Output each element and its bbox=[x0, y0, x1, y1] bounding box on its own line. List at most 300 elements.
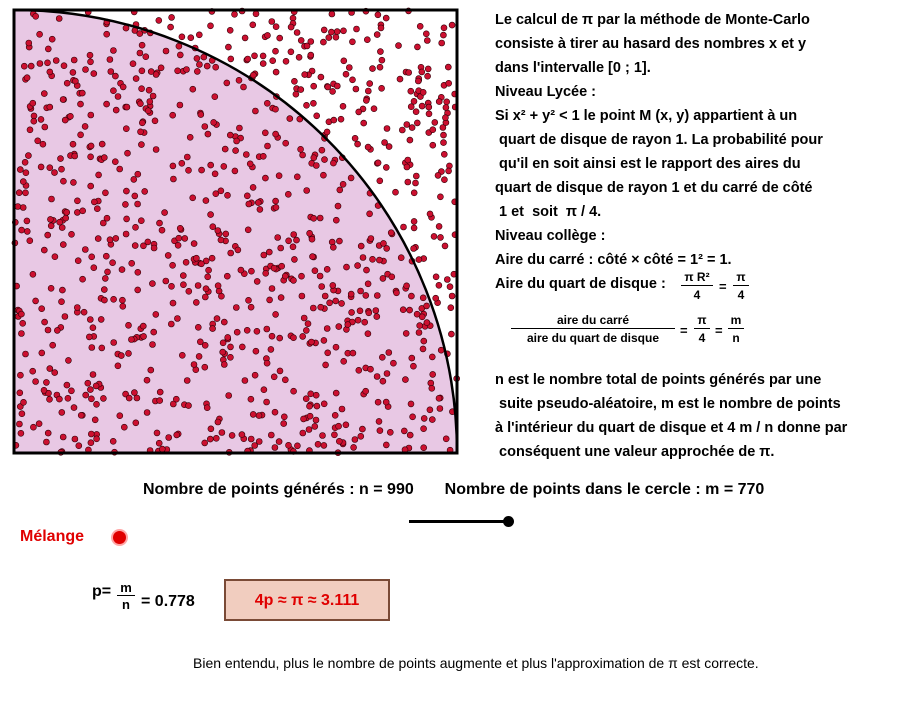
random-point bbox=[111, 340, 117, 346]
random-point bbox=[37, 31, 43, 37]
random-point bbox=[143, 54, 149, 60]
random-point bbox=[252, 53, 258, 59]
random-point bbox=[27, 238, 33, 244]
random-point bbox=[24, 228, 30, 234]
random-point bbox=[380, 275, 386, 281]
random-point bbox=[182, 235, 188, 241]
random-point bbox=[100, 395, 106, 401]
random-point bbox=[210, 224, 216, 230]
random-point bbox=[94, 206, 100, 212]
random-point bbox=[220, 349, 226, 355]
random-point bbox=[416, 257, 422, 263]
random-point bbox=[427, 407, 433, 413]
random-point bbox=[250, 411, 256, 417]
random-point bbox=[252, 108, 258, 114]
probability-value: = 0.778 bbox=[141, 593, 195, 610]
random-point bbox=[101, 155, 107, 161]
random-point bbox=[107, 57, 113, 63]
random-point bbox=[321, 27, 327, 33]
random-point bbox=[437, 406, 443, 412]
random-point bbox=[432, 119, 438, 125]
random-point bbox=[21, 399, 27, 405]
random-point bbox=[446, 168, 452, 174]
random-point bbox=[229, 432, 235, 438]
random-point bbox=[186, 403, 192, 409]
random-point bbox=[440, 32, 446, 38]
random-point bbox=[15, 204, 21, 210]
random-point bbox=[223, 231, 229, 237]
random-point bbox=[170, 112, 176, 118]
random-point bbox=[179, 352, 185, 358]
random-point bbox=[65, 357, 71, 363]
random-point bbox=[243, 152, 249, 158]
random-point bbox=[326, 35, 332, 41]
random-point bbox=[211, 119, 217, 125]
random-point bbox=[268, 346, 274, 352]
random-point bbox=[78, 412, 84, 418]
random-point bbox=[273, 204, 279, 210]
random-point bbox=[307, 230, 313, 236]
random-point bbox=[411, 190, 417, 196]
random-point bbox=[340, 181, 346, 187]
point-counts bbox=[143, 481, 764, 499]
random-point bbox=[420, 295, 426, 301]
pi-over-four-fraction bbox=[694, 313, 710, 345]
random-point bbox=[43, 439, 49, 445]
random-point bbox=[449, 22, 455, 28]
random-point bbox=[273, 69, 279, 75]
random-point bbox=[397, 76, 403, 82]
random-point bbox=[90, 372, 96, 378]
random-point bbox=[137, 50, 143, 56]
random-point bbox=[69, 231, 75, 237]
random-point bbox=[195, 283, 201, 289]
random-point bbox=[313, 392, 319, 398]
random-point bbox=[386, 144, 392, 150]
random-point bbox=[427, 211, 433, 217]
random-point bbox=[177, 102, 183, 108]
random-point bbox=[405, 157, 411, 163]
random-point bbox=[318, 304, 324, 310]
random-point bbox=[430, 371, 436, 377]
random-point bbox=[83, 392, 89, 398]
random-point bbox=[319, 147, 325, 153]
random-point bbox=[110, 438, 116, 444]
random-point bbox=[320, 172, 326, 178]
random-point bbox=[441, 151, 447, 157]
random-point bbox=[18, 331, 24, 337]
random-point bbox=[19, 411, 25, 417]
random-point bbox=[252, 443, 258, 449]
random-point bbox=[133, 76, 139, 82]
random-point bbox=[64, 80, 70, 86]
random-point bbox=[368, 236, 374, 242]
random-point bbox=[442, 243, 448, 249]
random-point bbox=[261, 252, 267, 258]
random-point bbox=[339, 406, 345, 412]
random-point bbox=[285, 191, 291, 197]
random-point bbox=[320, 433, 326, 439]
random-point bbox=[307, 403, 313, 409]
random-point bbox=[234, 329, 240, 335]
random-point bbox=[388, 230, 394, 236]
random-point bbox=[49, 36, 55, 42]
random-point bbox=[170, 262, 176, 268]
random-point bbox=[304, 188, 310, 194]
random-point bbox=[138, 142, 144, 148]
random-point bbox=[271, 374, 277, 380]
random-point bbox=[436, 99, 442, 105]
equals-sign: = bbox=[719, 279, 727, 294]
random-point bbox=[57, 219, 63, 225]
random-point bbox=[375, 160, 381, 166]
random-point bbox=[228, 250, 234, 256]
random-point bbox=[265, 143, 271, 149]
random-point bbox=[273, 106, 279, 112]
random-point bbox=[232, 168, 238, 174]
random-point bbox=[24, 218, 30, 224]
random-point bbox=[214, 316, 220, 322]
random-point bbox=[202, 342, 208, 348]
random-point bbox=[135, 287, 141, 293]
random-point bbox=[377, 428, 383, 434]
fraction-denominator: 4 bbox=[737, 288, 745, 302]
random-point bbox=[94, 436, 100, 442]
random-point bbox=[220, 340, 226, 346]
random-point bbox=[421, 338, 427, 344]
random-point bbox=[156, 17, 162, 23]
random-point bbox=[194, 68, 200, 74]
random-point bbox=[330, 88, 336, 94]
random-point bbox=[386, 350, 392, 356]
random-point bbox=[60, 97, 66, 103]
random-point bbox=[321, 337, 327, 343]
random-point bbox=[234, 138, 240, 144]
random-point bbox=[245, 227, 251, 233]
random-point bbox=[139, 86, 145, 92]
random-point bbox=[157, 389, 163, 395]
random-point bbox=[126, 350, 132, 356]
random-point bbox=[45, 232, 51, 238]
random-point bbox=[291, 277, 297, 283]
random-point bbox=[93, 383, 99, 389]
random-point bbox=[394, 290, 400, 296]
random-point bbox=[146, 87, 152, 93]
random-point bbox=[358, 433, 364, 439]
explanation-line-2: consiste à tirer au hasard des nombres x et y bbox=[495, 36, 807, 52]
random-point bbox=[272, 409, 278, 415]
random-point bbox=[299, 273, 305, 279]
random-point bbox=[133, 420, 139, 426]
random-point bbox=[433, 274, 439, 280]
random-point bbox=[311, 155, 317, 161]
random-point bbox=[362, 319, 368, 325]
random-point bbox=[95, 236, 101, 242]
random-point bbox=[446, 80, 452, 86]
random-point bbox=[244, 193, 250, 199]
random-point bbox=[70, 141, 76, 147]
random-point bbox=[142, 188, 148, 194]
random-point bbox=[420, 89, 426, 95]
random-point bbox=[325, 84, 331, 90]
random-point bbox=[82, 123, 88, 129]
explanation-line-9: 1 et soit π / 4. bbox=[495, 204, 602, 220]
random-point bbox=[227, 27, 233, 33]
shuffle-button[interactable] bbox=[113, 531, 126, 544]
random-point bbox=[92, 417, 98, 423]
random-point bbox=[383, 15, 389, 21]
random-point bbox=[405, 179, 411, 185]
random-point bbox=[424, 38, 430, 44]
random-point bbox=[20, 320, 26, 326]
random-point bbox=[159, 227, 165, 233]
explanation-line-7: qu'il en soit ainsi est le rapport des aires du bbox=[495, 156, 801, 172]
random-point bbox=[291, 388, 297, 394]
random-point bbox=[301, 416, 307, 422]
random-point bbox=[33, 379, 39, 385]
random-point bbox=[184, 154, 190, 160]
random-point bbox=[312, 423, 318, 429]
random-point bbox=[89, 345, 95, 351]
random-point bbox=[337, 187, 343, 193]
random-point bbox=[348, 291, 354, 297]
random-point bbox=[350, 350, 356, 356]
equals-sign: = bbox=[715, 323, 723, 338]
random-point bbox=[48, 285, 54, 291]
random-point bbox=[253, 348, 259, 354]
random-point bbox=[265, 32, 271, 38]
random-point bbox=[419, 314, 425, 320]
random-point bbox=[105, 269, 111, 275]
random-point bbox=[435, 172, 441, 178]
random-point bbox=[286, 442, 292, 448]
random-point bbox=[236, 125, 242, 131]
random-point bbox=[205, 274, 211, 280]
total-points-label: Nombre de points générés : n = 990 bbox=[143, 481, 414, 498]
random-point bbox=[308, 391, 314, 397]
random-point bbox=[441, 140, 447, 146]
random-point bbox=[408, 401, 414, 407]
random-point bbox=[341, 358, 347, 364]
random-point bbox=[47, 165, 53, 171]
random-point bbox=[379, 354, 385, 360]
random-point bbox=[78, 132, 84, 138]
random-point bbox=[408, 293, 414, 299]
random-point bbox=[426, 111, 432, 117]
random-point bbox=[202, 440, 208, 446]
random-point bbox=[269, 333, 275, 339]
random-point bbox=[56, 396, 62, 402]
pi-over-four-fraction bbox=[733, 270, 749, 302]
random-point bbox=[170, 163, 176, 169]
random-point bbox=[139, 120, 145, 126]
random-point bbox=[152, 118, 158, 124]
random-point bbox=[74, 209, 80, 215]
random-point bbox=[72, 78, 78, 84]
random-point bbox=[202, 364, 208, 370]
random-point bbox=[375, 399, 381, 405]
random-point bbox=[344, 264, 350, 270]
random-point bbox=[41, 247, 47, 253]
random-point bbox=[28, 63, 34, 69]
random-point bbox=[425, 66, 431, 72]
random-point bbox=[52, 254, 58, 260]
random-point bbox=[273, 198, 279, 204]
random-point bbox=[333, 217, 339, 223]
random-point bbox=[402, 377, 408, 383]
random-point bbox=[404, 283, 410, 289]
random-point bbox=[23, 170, 29, 176]
random-point bbox=[288, 24, 294, 30]
random-point bbox=[267, 297, 273, 303]
random-point bbox=[98, 316, 104, 322]
random-point bbox=[60, 434, 66, 440]
random-point bbox=[356, 367, 362, 373]
random-point bbox=[47, 104, 53, 110]
random-point bbox=[363, 97, 369, 103]
random-point bbox=[276, 173, 282, 179]
random-point bbox=[124, 216, 130, 222]
random-point bbox=[336, 324, 342, 330]
random-point bbox=[414, 120, 420, 126]
fraction-denominator: n bbox=[122, 597, 130, 612]
random-point bbox=[19, 227, 25, 233]
random-point bbox=[242, 378, 248, 384]
random-point bbox=[242, 35, 248, 41]
probability-fraction bbox=[117, 580, 135, 613]
random-point bbox=[71, 57, 77, 63]
random-point bbox=[134, 395, 140, 401]
random-point bbox=[17, 167, 23, 173]
explanation-line-10: Niveau collège : bbox=[495, 228, 606, 244]
random-point bbox=[153, 311, 159, 317]
random-point bbox=[176, 43, 182, 49]
random-point bbox=[423, 31, 429, 37]
random-point bbox=[331, 117, 337, 123]
random-point bbox=[225, 44, 231, 50]
random-point bbox=[334, 29, 340, 35]
fraction-denominator: 4 bbox=[698, 331, 706, 345]
random-point bbox=[74, 198, 80, 204]
random-point bbox=[304, 43, 310, 49]
random-point bbox=[208, 162, 214, 168]
random-point bbox=[291, 78, 297, 84]
random-point bbox=[448, 305, 454, 311]
random-point bbox=[317, 273, 323, 279]
random-point bbox=[218, 293, 224, 299]
random-point bbox=[365, 144, 371, 150]
random-point bbox=[246, 201, 252, 207]
random-point bbox=[328, 29, 334, 35]
random-point bbox=[39, 350, 45, 356]
random-point bbox=[207, 436, 213, 442]
random-point bbox=[208, 426, 214, 432]
random-point bbox=[254, 328, 260, 334]
random-point bbox=[380, 378, 386, 384]
random-point bbox=[24, 75, 30, 81]
random-point bbox=[233, 305, 239, 311]
random-point bbox=[313, 417, 319, 423]
random-point bbox=[341, 58, 347, 64]
random-point bbox=[403, 330, 409, 336]
random-point bbox=[94, 401, 100, 407]
random-point bbox=[154, 430, 160, 436]
random-point bbox=[47, 366, 53, 372]
random-point bbox=[96, 172, 102, 178]
random-point bbox=[348, 175, 354, 181]
random-point bbox=[59, 166, 65, 172]
random-point bbox=[260, 61, 266, 67]
random-point bbox=[430, 142, 436, 148]
random-point bbox=[215, 228, 221, 234]
random-point bbox=[202, 124, 208, 130]
random-point bbox=[352, 437, 358, 443]
random-point bbox=[104, 101, 110, 107]
random-point bbox=[191, 241, 197, 247]
random-point bbox=[110, 48, 116, 54]
random-point bbox=[413, 173, 419, 179]
random-point bbox=[426, 104, 432, 110]
random-point bbox=[250, 22, 256, 28]
random-point bbox=[262, 175, 268, 181]
points-slider-track[interactable] bbox=[409, 520, 510, 523]
random-point bbox=[71, 405, 77, 411]
random-point bbox=[363, 388, 369, 394]
random-point bbox=[324, 266, 330, 272]
random-point bbox=[196, 353, 202, 359]
random-point bbox=[115, 363, 121, 369]
random-point bbox=[195, 324, 201, 330]
random-point bbox=[301, 315, 307, 321]
random-point bbox=[108, 69, 114, 75]
random-point bbox=[123, 126, 129, 132]
random-point bbox=[364, 267, 370, 273]
random-point bbox=[410, 414, 416, 420]
random-point bbox=[343, 71, 349, 77]
random-point bbox=[131, 390, 137, 396]
random-point bbox=[145, 108, 151, 114]
random-point bbox=[59, 299, 65, 305]
random-point bbox=[138, 218, 144, 224]
random-point bbox=[252, 372, 258, 378]
random-point bbox=[359, 426, 365, 432]
fraction-numerator: π bbox=[733, 270, 749, 286]
random-point bbox=[72, 153, 78, 159]
shuffle-label: Mélange bbox=[20, 528, 85, 545]
random-point bbox=[244, 327, 250, 333]
random-point bbox=[424, 303, 430, 309]
random-point bbox=[447, 284, 453, 290]
random-point bbox=[48, 223, 54, 229]
random-point bbox=[133, 224, 139, 230]
random-point bbox=[383, 164, 389, 170]
random-point bbox=[411, 218, 417, 224]
random-point bbox=[169, 14, 175, 20]
random-point bbox=[339, 300, 345, 306]
random-point bbox=[323, 362, 329, 368]
random-point bbox=[400, 307, 406, 313]
random-point bbox=[281, 421, 287, 427]
random-point bbox=[398, 255, 404, 261]
random-point bbox=[83, 67, 89, 73]
random-point bbox=[99, 345, 105, 351]
random-point bbox=[170, 300, 176, 306]
explanation-line-12: Aire du quart de disque : bbox=[495, 276, 666, 292]
random-point bbox=[112, 73, 118, 79]
random-point bbox=[330, 282, 336, 288]
random-point bbox=[179, 34, 185, 40]
points-slider-handle[interactable] bbox=[503, 516, 514, 527]
